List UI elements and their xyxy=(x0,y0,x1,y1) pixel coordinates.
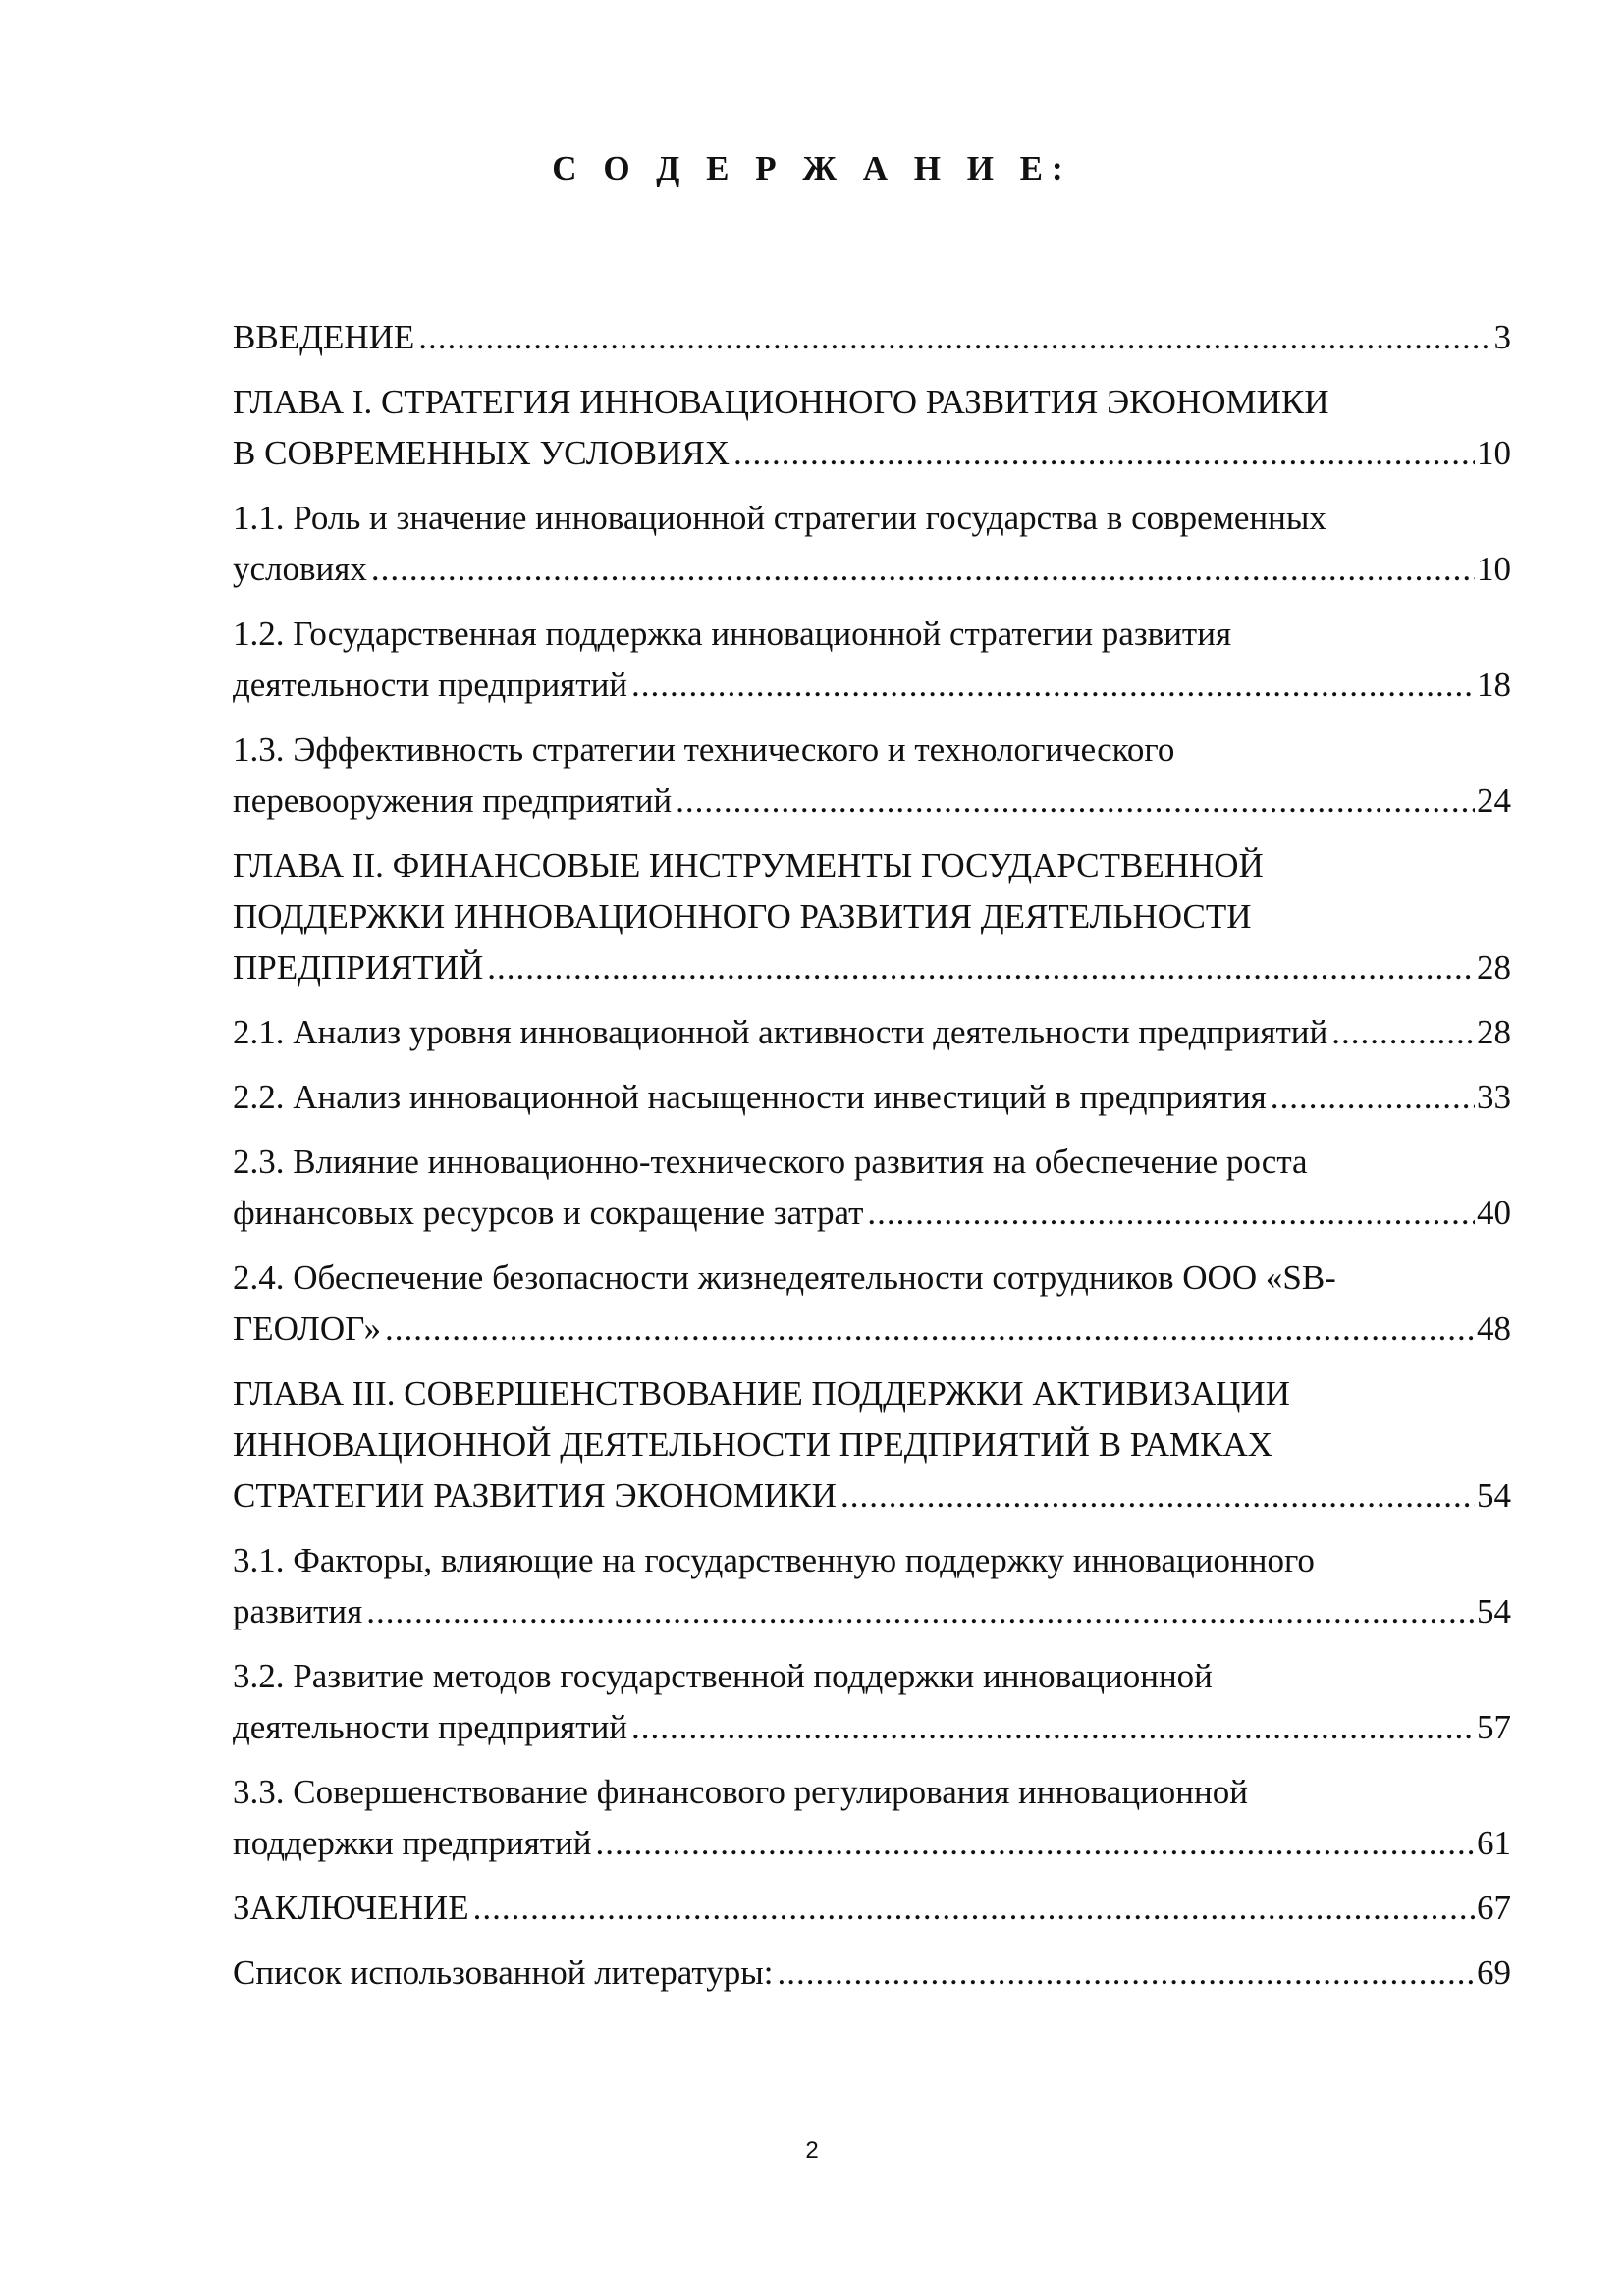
toc-entry-page-number: 10 xyxy=(1477,434,1511,472)
toc-entry[interactable] xyxy=(233,1948,1511,1999)
toc-entry-page-number: 67 xyxy=(1477,1889,1511,1927)
dot-leader xyxy=(385,1304,1475,1355)
toc-entry-last-line xyxy=(233,1007,1511,1058)
dot-leader xyxy=(487,942,1475,993)
dot-leader xyxy=(418,312,1491,363)
toc-entry-text-line: ГЛАВА II. ФИНАНСОВЫЕ ИНСТРУМЕНТЫ ГОСУДАРСТВЕННОЙ xyxy=(233,846,1264,884)
toc-entry[interactable] xyxy=(233,377,1511,479)
dot-leader xyxy=(366,1586,1475,1637)
toc-entry-last-line xyxy=(233,660,1511,711)
dot-leader xyxy=(595,1818,1475,1869)
toc-entry-text-line: ИННОВАЦИОННОЙ ДЕЯТЕЛЬНОСТИ ПРЕДПРИЯТИЙ В РАМКАХ xyxy=(233,1425,1273,1464)
table-of-contents xyxy=(233,312,1511,2012)
toc-entry-page-number: 24 xyxy=(1477,781,1511,820)
toc-entry[interactable] xyxy=(233,1007,1511,1058)
dot-leader xyxy=(867,1188,1475,1239)
toc-entry-text-line: 3.3. Совершенствование финансового регулирования инновационной xyxy=(233,1773,1248,1811)
toc-entry-text-line: 1.2. Государственная поддержка инновационной стратегии развития xyxy=(233,614,1232,653)
toc-entry-page-number: 57 xyxy=(1477,1708,1511,1746)
toc-entry[interactable] xyxy=(233,1253,1511,1355)
toc-entry-text-line: ПОДДЕРЖКИ ИННОВАЦИОННОГО РАЗВИТИЯ ДЕЯТЕЛЬНОСТИ xyxy=(233,897,1252,935)
toc-entry[interactable] xyxy=(233,493,1511,595)
dot-leader xyxy=(631,660,1475,711)
toc-entry-page-number: 54 xyxy=(1477,1592,1511,1630)
toc-entry-page-number: 28 xyxy=(1477,948,1511,987)
toc-entry-text-line: ГЛАВА I. СТРАТЕГИЯ ИННОВАЦИОННОГО РАЗВИТИЯ ЭКОНОМИКИ xyxy=(233,383,1329,421)
toc-entry-last-line xyxy=(233,544,1511,595)
toc-entry-page-number: 18 xyxy=(1477,666,1511,704)
dot-leader xyxy=(1331,1007,1475,1058)
toc-entry-text-line: 1.1. Роль и значение инновационной стратегии государства в современных xyxy=(233,499,1326,537)
toc-entry-page-number: 10 xyxy=(1477,550,1511,588)
toc-entry-text-line: деятельности предприятий xyxy=(233,1708,628,1746)
toc-entry-text-line: ЗАКЛЮЧЕНИЕ xyxy=(233,1889,469,1927)
toc-entry[interactable] xyxy=(233,609,1511,711)
dot-leader xyxy=(473,1883,1475,1934)
toc-entry[interactable] xyxy=(233,1535,1511,1637)
toc-entry-page-number: 61 xyxy=(1477,1824,1511,1862)
toc-entry-last-line xyxy=(233,1470,1511,1522)
toc-entry-last-line xyxy=(233,942,1511,993)
toc-entry-text-line: ГЛАВА III. СОВЕРШЕНСТВОВАНИЕ ПОДДЕРЖКИ АКТИВИЗАЦИИ xyxy=(233,1374,1290,1413)
toc-entry-page-number: 33 xyxy=(1477,1078,1511,1116)
toc-entry-last-line xyxy=(233,1702,1511,1753)
toc-entry-last-line xyxy=(233,775,1511,827)
toc-entry-last-line xyxy=(233,1188,1511,1239)
dot-leader xyxy=(733,428,1475,479)
toc-entry-page-number: 3 xyxy=(1493,318,1511,356)
toc-entry-page-number: 48 xyxy=(1477,1309,1511,1348)
toc-entry-text-line: 1.3. Эффективность стратегии технического и технологического xyxy=(233,730,1175,769)
toc-entry-text-line: ГЕОЛОГ» xyxy=(233,1309,382,1348)
toc-entry[interactable] xyxy=(233,724,1511,827)
toc-entry-last-line xyxy=(233,428,1511,479)
toc-entry-last-line xyxy=(233,1948,1511,1999)
toc-entry-text-line: В СОВРЕМЕННЫХ УСЛОВИЯХ xyxy=(233,434,731,472)
toc-entry[interactable] xyxy=(233,312,1511,363)
toc-entry-text-line: деятельности предприятий xyxy=(233,666,628,704)
toc-entry-text-line: 2.3. Влияние инновационно-технического развития на обеспечение роста xyxy=(233,1143,1308,1181)
toc-entry-last-line xyxy=(233,1883,1511,1934)
toc-entry[interactable] xyxy=(233,840,1511,993)
toc-entry-text-line: 3.1. Факторы, влияющие на государственную поддержку инновационного xyxy=(233,1541,1315,1579)
toc-entry-text-line: поддержки предприятий xyxy=(233,1824,592,1862)
toc-entry-text-line: СТРАТЕГИИ РАЗВИТИЯ ЭКОНОМИКИ xyxy=(233,1476,837,1515)
toc-entry-last-line xyxy=(233,1304,1511,1355)
dot-leader xyxy=(676,775,1475,827)
toc-entry-last-line xyxy=(233,1818,1511,1869)
toc-entry-text-line: ПРЕДПРИЯТИЙ xyxy=(233,948,484,987)
toc-entry-last-line xyxy=(233,1586,1511,1637)
toc-entry-page-number: 54 xyxy=(1477,1476,1511,1515)
toc-entry[interactable] xyxy=(233,1137,1511,1239)
toc-entry-text-line: развития xyxy=(233,1592,363,1630)
toc-entry-text-line: перевооружения предприятий xyxy=(233,781,673,820)
toc-heading: С О Д Е Р Ж А Н И Е: xyxy=(552,149,1072,187)
toc-entry-page-number: 69 xyxy=(1477,1953,1511,1992)
toc-entry-text-line: ВВЕДЕНИЕ xyxy=(233,318,415,356)
dot-leader xyxy=(371,544,1475,595)
toc-entry-page-number: 28 xyxy=(1477,1013,1511,1051)
toc-entry-text-line: финансовых ресурсов и сокращение затрат xyxy=(233,1194,864,1232)
toc-entry[interactable] xyxy=(233,1072,1511,1123)
toc-entry[interactable] xyxy=(233,1651,1511,1753)
page-number: 2 xyxy=(805,2137,819,2163)
dot-leader xyxy=(1271,1072,1475,1123)
dot-leader xyxy=(631,1702,1475,1753)
dot-leader xyxy=(777,1948,1475,1999)
toc-entry-text-line: 2.4. Обеспечение безопасности жизнедеятельности сотрудников ООО «SB- xyxy=(233,1258,1336,1297)
toc-entry[interactable] xyxy=(233,1767,1511,1869)
toc-entry-last-line xyxy=(233,312,1511,363)
toc-entry-text-line: 2.2. Анализ инновационной насыщенности инвестиций в предприятия xyxy=(233,1078,1267,1116)
toc-entry[interactable] xyxy=(233,1368,1511,1522)
toc-entry-text-line: 3.2. Развитие методов государственной поддержки инновационной xyxy=(233,1657,1213,1695)
toc-entry-page-number: 40 xyxy=(1477,1194,1511,1232)
toc-entry[interactable] xyxy=(233,1883,1511,1934)
toc-entry-last-line xyxy=(233,1072,1511,1123)
toc-entry-text-line: 2.1. Анализ уровня инновационной активности деятельности предприятий xyxy=(233,1013,1328,1051)
toc-entry-text-line: Список использованной литературы: xyxy=(233,1953,774,1992)
toc-entry-text-line: условиях xyxy=(233,550,367,588)
dot-leader xyxy=(840,1470,1475,1522)
